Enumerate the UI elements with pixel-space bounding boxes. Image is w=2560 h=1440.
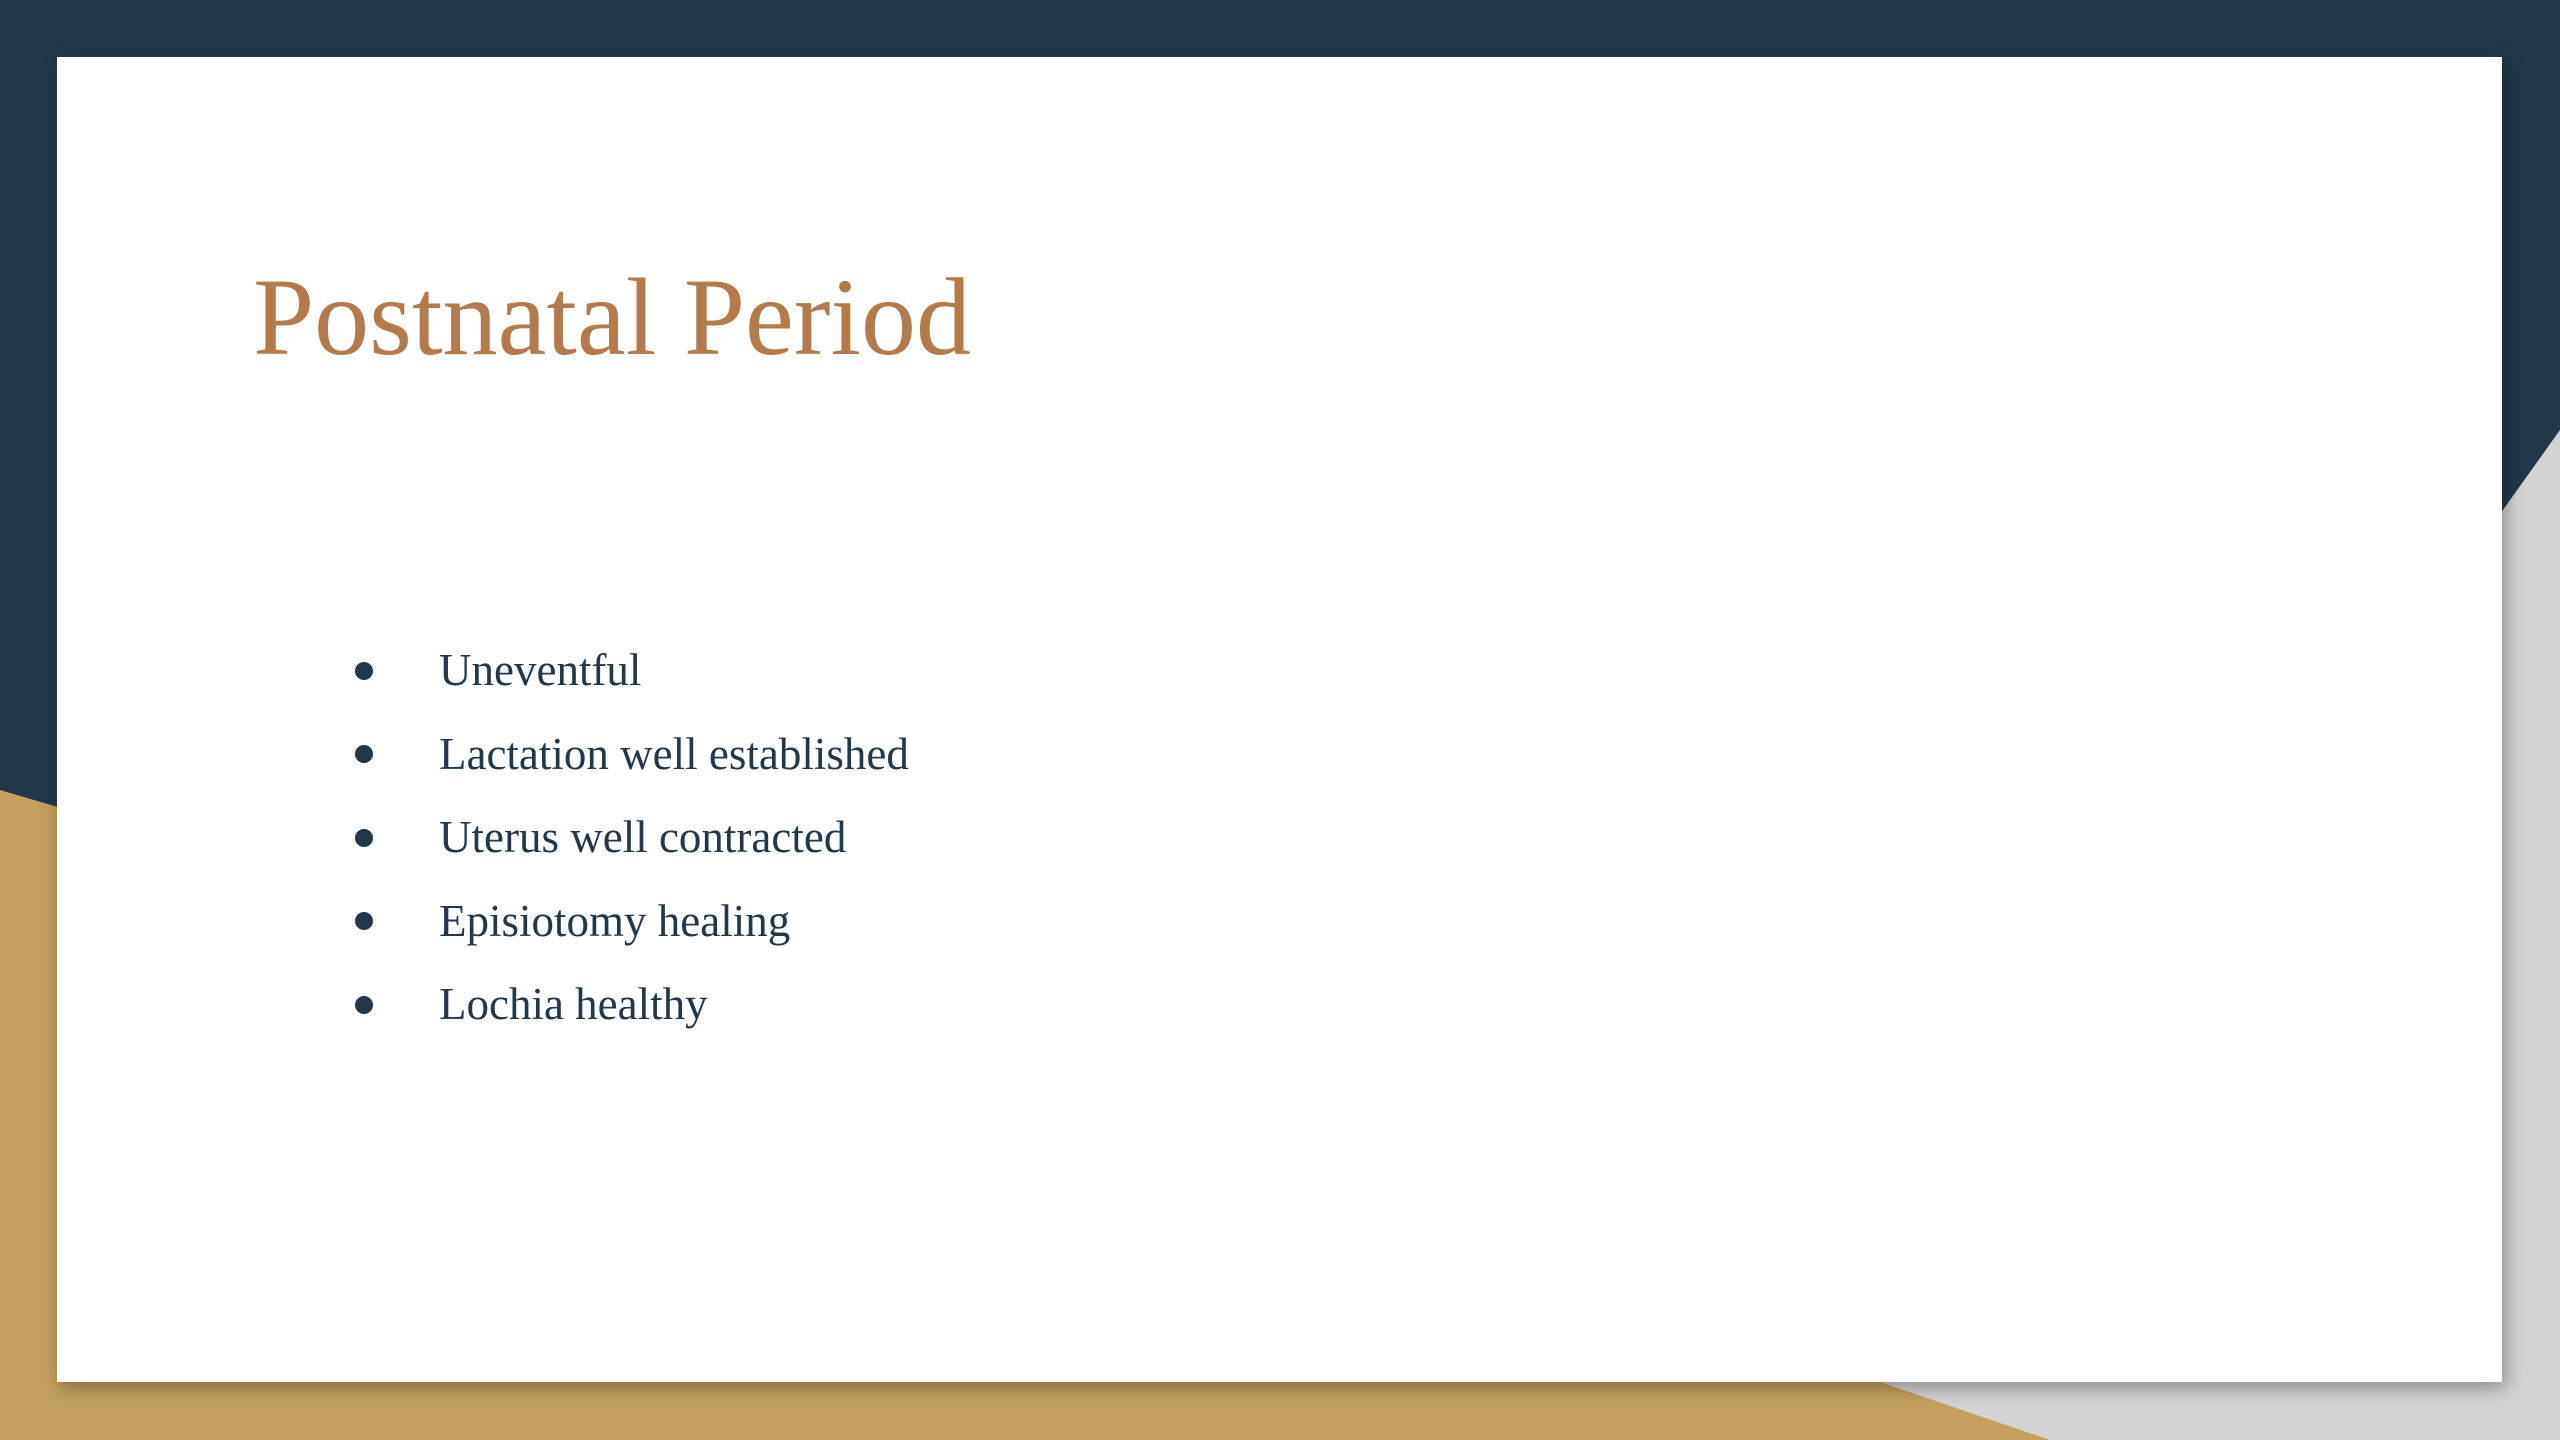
bullet-text: Lactation well established <box>439 728 909 779</box>
slide-title: Postnatal Period <box>253 256 972 378</box>
bullet-text: Lochia healthy <box>439 979 708 1030</box>
bullet-dot-icon <box>355 745 373 763</box>
bullet-text: Episiotomy healing <box>439 895 791 946</box>
bullet-dot-icon <box>355 829 373 847</box>
bullet-dot-icon <box>355 996 373 1014</box>
bullet-text: Uneventful <box>439 645 642 696</box>
bullet-dot-icon <box>355 912 373 930</box>
bullet-dot-icon <box>355 662 373 680</box>
slide <box>57 57 2502 1382</box>
bullet-text: Uterus well contracted <box>439 812 847 863</box>
